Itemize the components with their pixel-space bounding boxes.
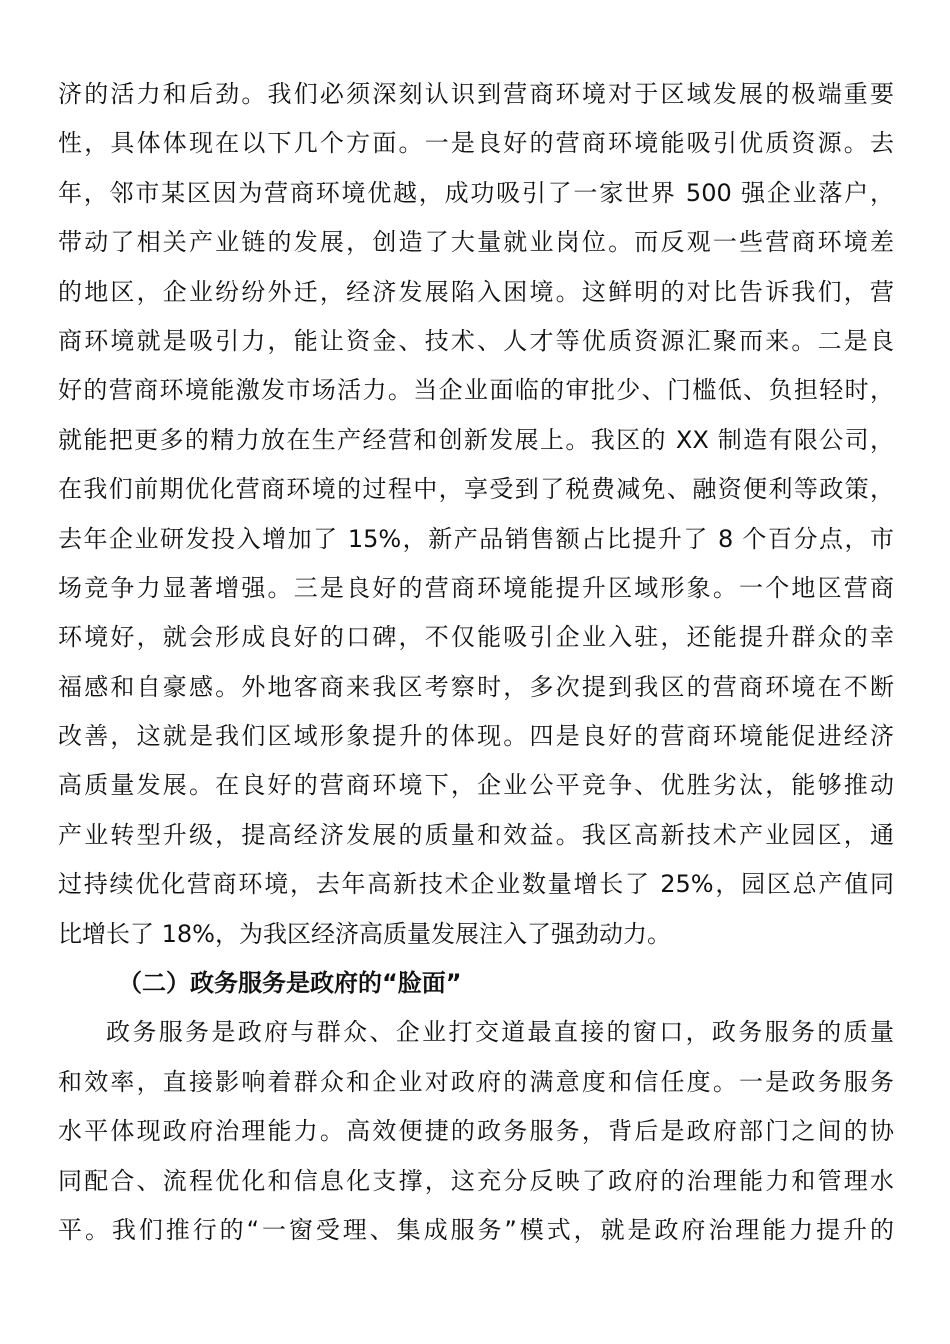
paragraph-line: 改善，这就是我们区域形象提升的体现。四是良好的营商环境能促进经济 bbox=[58, 722, 894, 751]
paragraph-line: 政务服务是政府与群众、企业打交道最直接的窗口，政务服务的质量 bbox=[106, 1018, 894, 1047]
paragraph-line: 去年企业研发投入增加了 15%，新产品销售额占比提升了 8 个百分点，市 bbox=[58, 524, 894, 553]
paragraph-line: 过持续优化营商环境，去年高新技术企业数量增长了 25%，园区总产值同 bbox=[58, 870, 894, 899]
document-body bbox=[58, 70, 894, 1255]
paragraph-line: 福感和自豪感。外地客商来我区考察时，多次提到我区的营商环境在不断 bbox=[58, 672, 894, 701]
paragraph-line: 水平体现政府治理能力。高效便捷的政务服务，背后是政府部门之间的协 bbox=[58, 1117, 894, 1146]
paragraph-line: 环境好，就会形成良好的口碑，不仅能吸引企业入驻，还能提升群众的幸 bbox=[58, 623, 894, 652]
paragraph-line: 商环境就是吸引力，能让资金、技术、人才等优质资源汇聚而来。二是良 bbox=[58, 326, 894, 355]
paragraph-line: 的地区，企业纷纷外迁，经济发展陷入困境。这鲜明的对比告诉我们，营 bbox=[58, 277, 894, 306]
paragraph-line: 在我们前期优化营商环境的过程中，享受到了税费减免、融资便利等政策， bbox=[58, 475, 894, 504]
paragraph-line: 高质量发展。在良好的营商环境下，企业公平竞争、优胜劣汰，能够推动 bbox=[58, 771, 894, 800]
paragraph-line: 带动了相关产业链的发展，创造了大量就业岗位。而反观一些营商环境差 bbox=[58, 228, 894, 257]
paragraph-line: 比增长了 18%，为我区经济高质量发展注入了强劲动力。 bbox=[58, 919, 671, 948]
paragraph-line: 好的营商环境能激发市场活力。当企业面临的审批少、门槛低、负担轻时， bbox=[58, 376, 894, 405]
paragraph-line: 场竞争力显著增强。三是良好的营商环境能提升区域形象。一个地区营商 bbox=[58, 573, 894, 602]
paragraph-line: 同配合、流程优化和信息化支撑，这充分反映了政府的治理能力和管理水 bbox=[58, 1166, 894, 1195]
section-heading: （二）政务服务是政府的“脸面” bbox=[118, 969, 462, 998]
paragraph-line: 性，具体体现在以下几个方面。一是良好的营商环境能吸引优质资源。去 bbox=[58, 129, 894, 158]
paragraph-line: 和效率，直接影响着群众和企业对政府的满意度和信任度。一是政务服务 bbox=[58, 1067, 894, 1096]
paragraph-line: 济的活力和后劲。我们必须深刻认识到营商环境对于区域发展的极端重要 bbox=[58, 80, 894, 108]
paragraph-line: 平。我们推行的“一窗受理、集成服务”模式，就是政府治理能力提升的 bbox=[58, 1215, 894, 1244]
paragraph-line: 就能把更多的精力放在生产经营和创新发展上。我区的 XX 制造有限公司， bbox=[58, 425, 894, 454]
paragraph-line: 年，邻市某区因为营商环境优越，成功吸引了一家世界 500 强企业落户， bbox=[58, 178, 894, 207]
paragraph-line: 产业转型升级，提高经济发展的质量和效益。我区高新技术产业园区，通 bbox=[58, 820, 894, 849]
